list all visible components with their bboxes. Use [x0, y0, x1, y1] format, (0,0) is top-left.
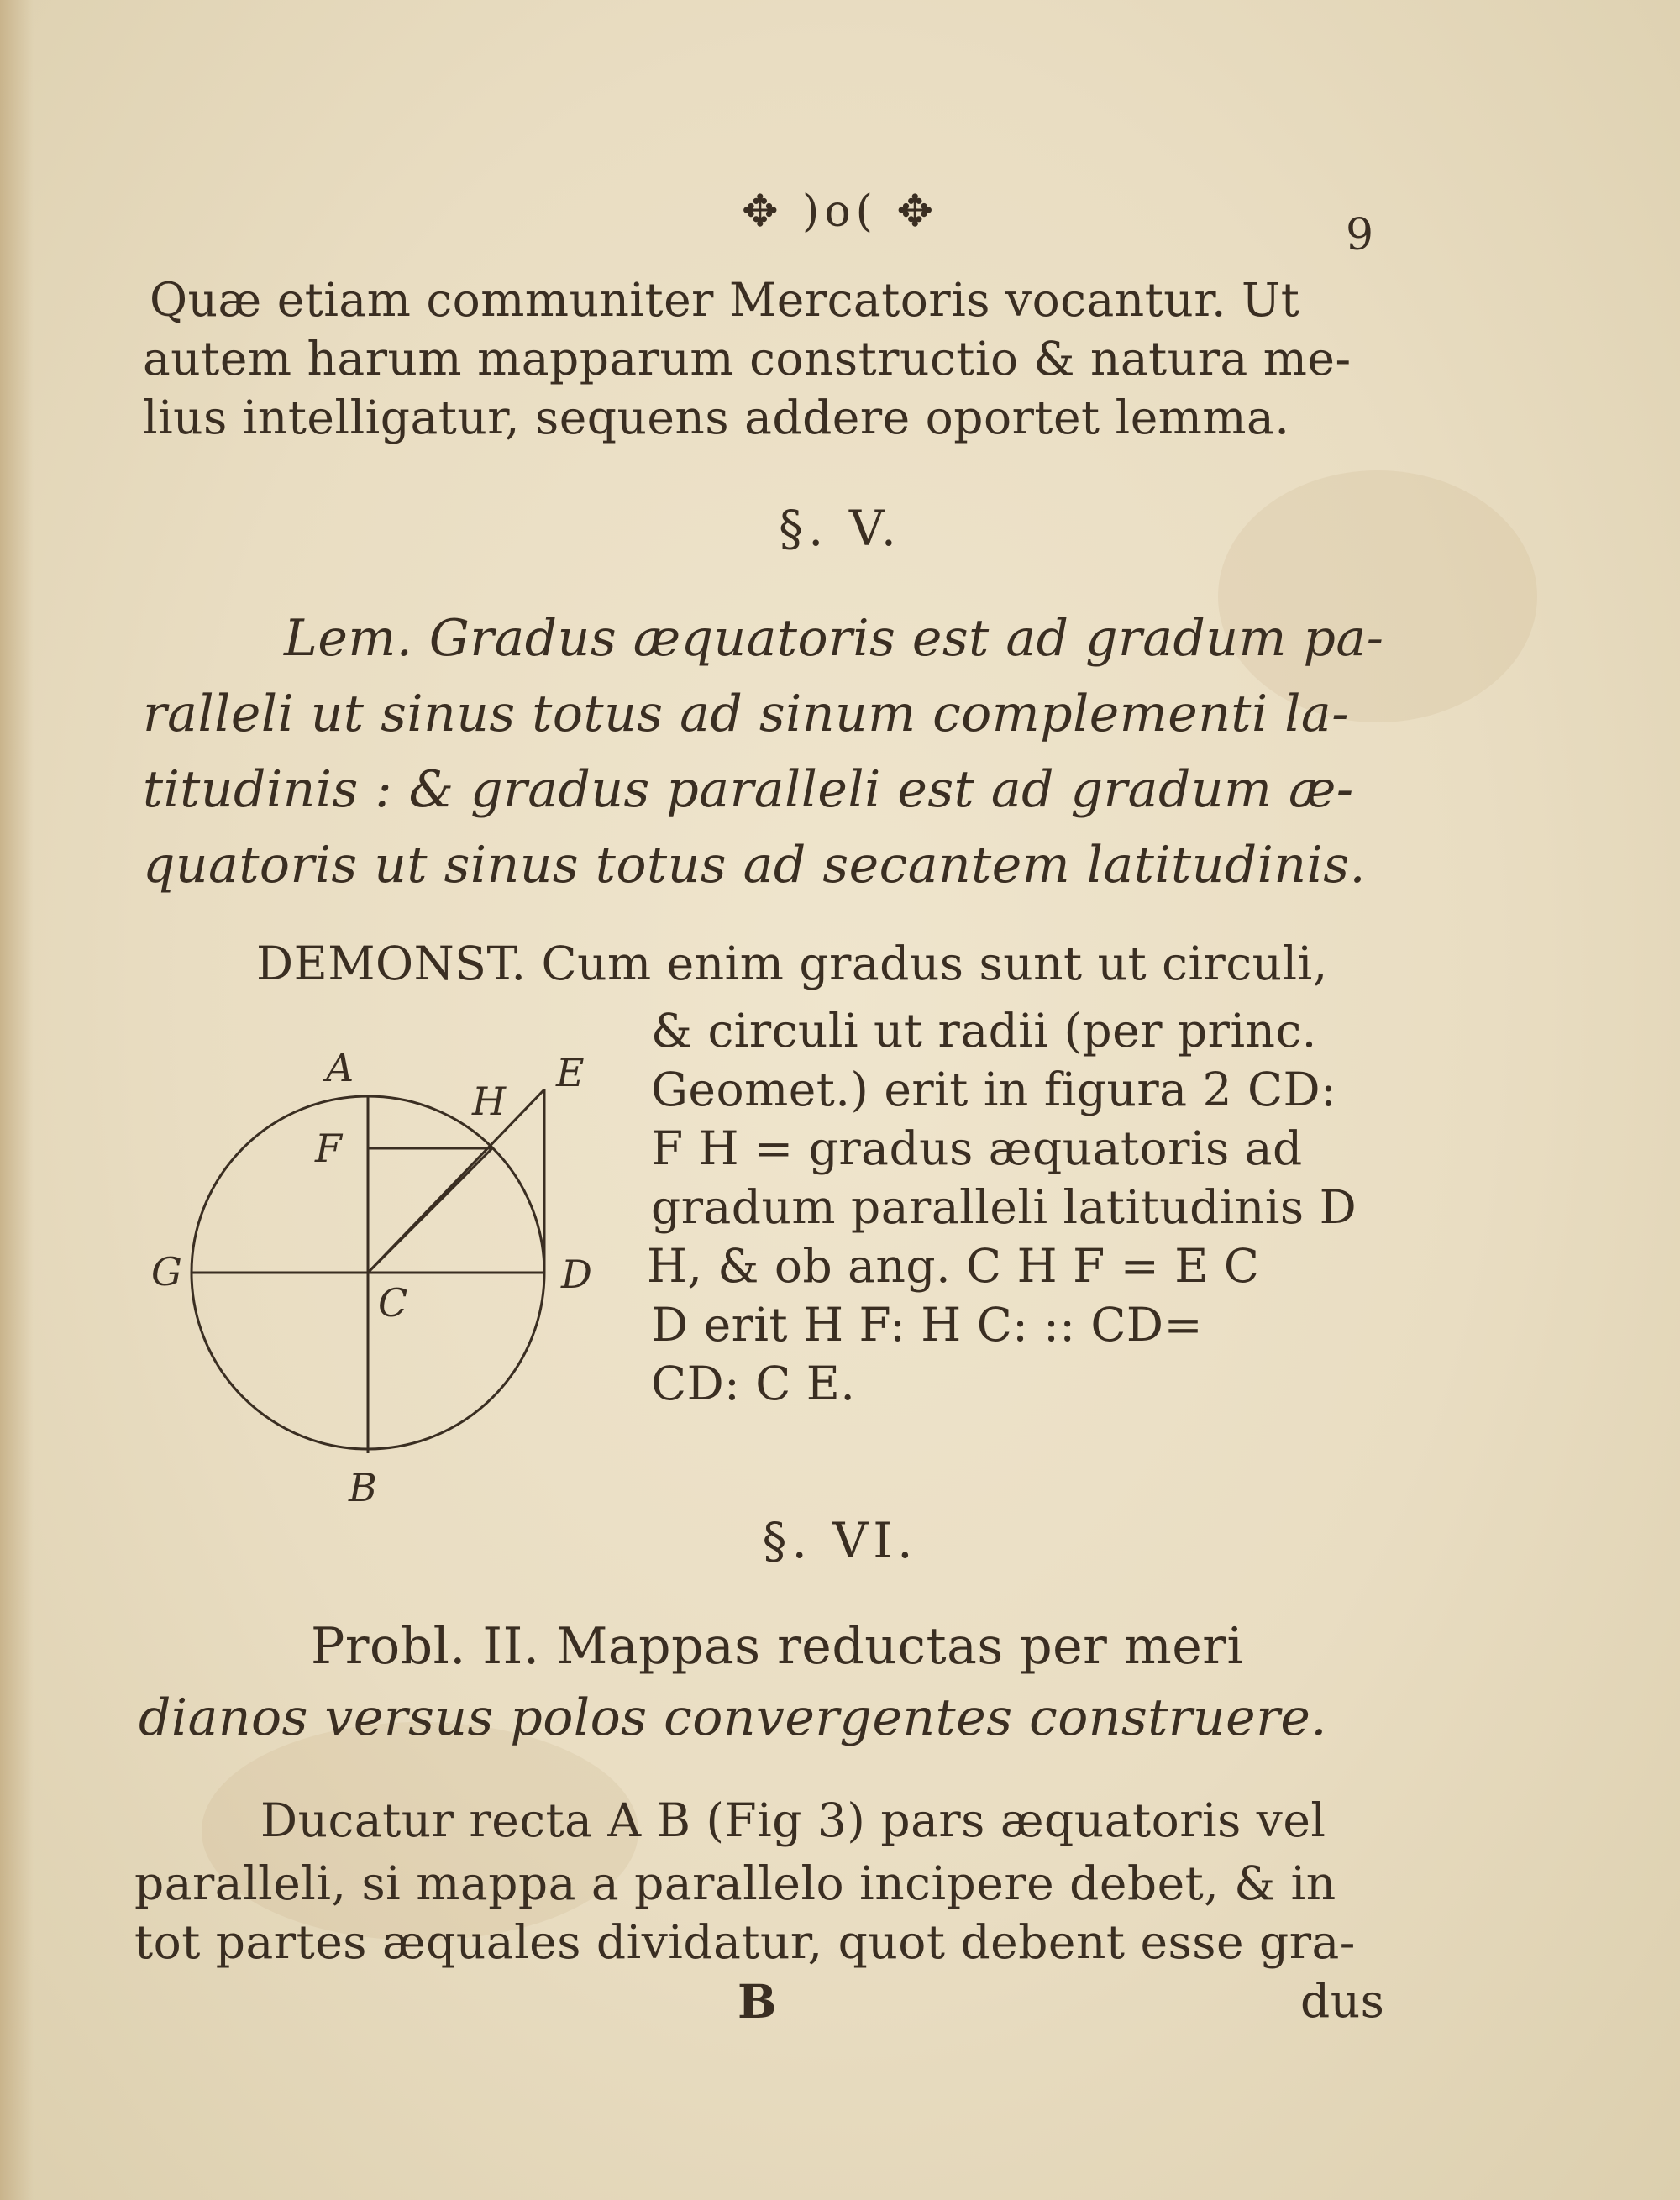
lemma-line: Lem. Gradus æquatoris est ad gradum pa- — [284, 609, 1384, 668]
text-line: autem harum mapparum constructio & natura me- — [143, 332, 1352, 386]
demonstration-line: F H = gradus æquatoris ad — [651, 1121, 1303, 1175]
page-gutter-shadow — [0, 0, 34, 2200]
demonstration-line: CD: C E. — [651, 1357, 856, 1410]
text-line: Ducatur recta A B (Fig 3) pars æquatoris vel — [260, 1793, 1326, 1847]
figure-label-B: B — [349, 1465, 377, 1510]
text-line: tot partes æquales dividatur, quot debent esse gra- — [134, 1915, 1356, 1969]
demonstration-line: DEMONST. Cum enim gradus sunt ut circuli, — [256, 937, 1328, 990]
circle-diagram — [143, 1021, 613, 1525]
problem-line: Probl. II. Mappas reductas per meri — [311, 1617, 1244, 1676]
demonstration-line: gradum paralleli latitudinis D — [651, 1180, 1357, 1234]
demonstration-line: D erit H F: H C: :: CD= — [651, 1298, 1204, 1352]
page-number: 9 — [1346, 210, 1374, 260]
text-line: Quæ etiam communiter Mercatoris vocantur. Ut — [150, 273, 1300, 327]
demonstration-line: H, & ob ang. C H F = E C — [647, 1239, 1260, 1293]
geometric-figure — [143, 1021, 613, 1525]
text-line: paralleli, si mappa a parallelo incipere debet, & in — [134, 1856, 1336, 1910]
demonstration-line: & circuli ut radii (per princ. — [651, 1004, 1317, 1058]
catchword: dus — [1300, 1974, 1385, 2028]
problem-line: dianos versus polos convergentes construere. — [139, 1688, 1327, 1747]
running-header-ornament: ✥ )o( ✥ — [741, 186, 939, 237]
section-heading: §. V. — [778, 500, 902, 557]
demonstration-line: Geomet.) erit in figura 2 CD: — [651, 1063, 1337, 1116]
lemma-line: quatoris ut sinus totus ad secantem latitudinis. — [143, 836, 1367, 895]
figure-label-H: H — [472, 1079, 507, 1124]
text-line: lius intelligatur, sequens addere oportet lemma. — [143, 391, 1290, 444]
lemma-line: titudinis : & gradus paralleli est ad gradum æ- — [143, 760, 1354, 819]
figure-label-F: F — [315, 1126, 342, 1171]
figure-label-D: D — [561, 1252, 592, 1297]
lemma-line: ralleli ut sinus totus ad sinum complementi la- — [143, 685, 1349, 743]
figure-label-E: E — [556, 1050, 585, 1095]
figure-label-C: C — [378, 1280, 408, 1326]
figure-label-G: G — [151, 1249, 182, 1294]
section-heading: §. VI. — [762, 1512, 918, 1569]
signature-mark: B — [738, 1974, 777, 2029]
figure-label-A: A — [326, 1045, 354, 1090]
